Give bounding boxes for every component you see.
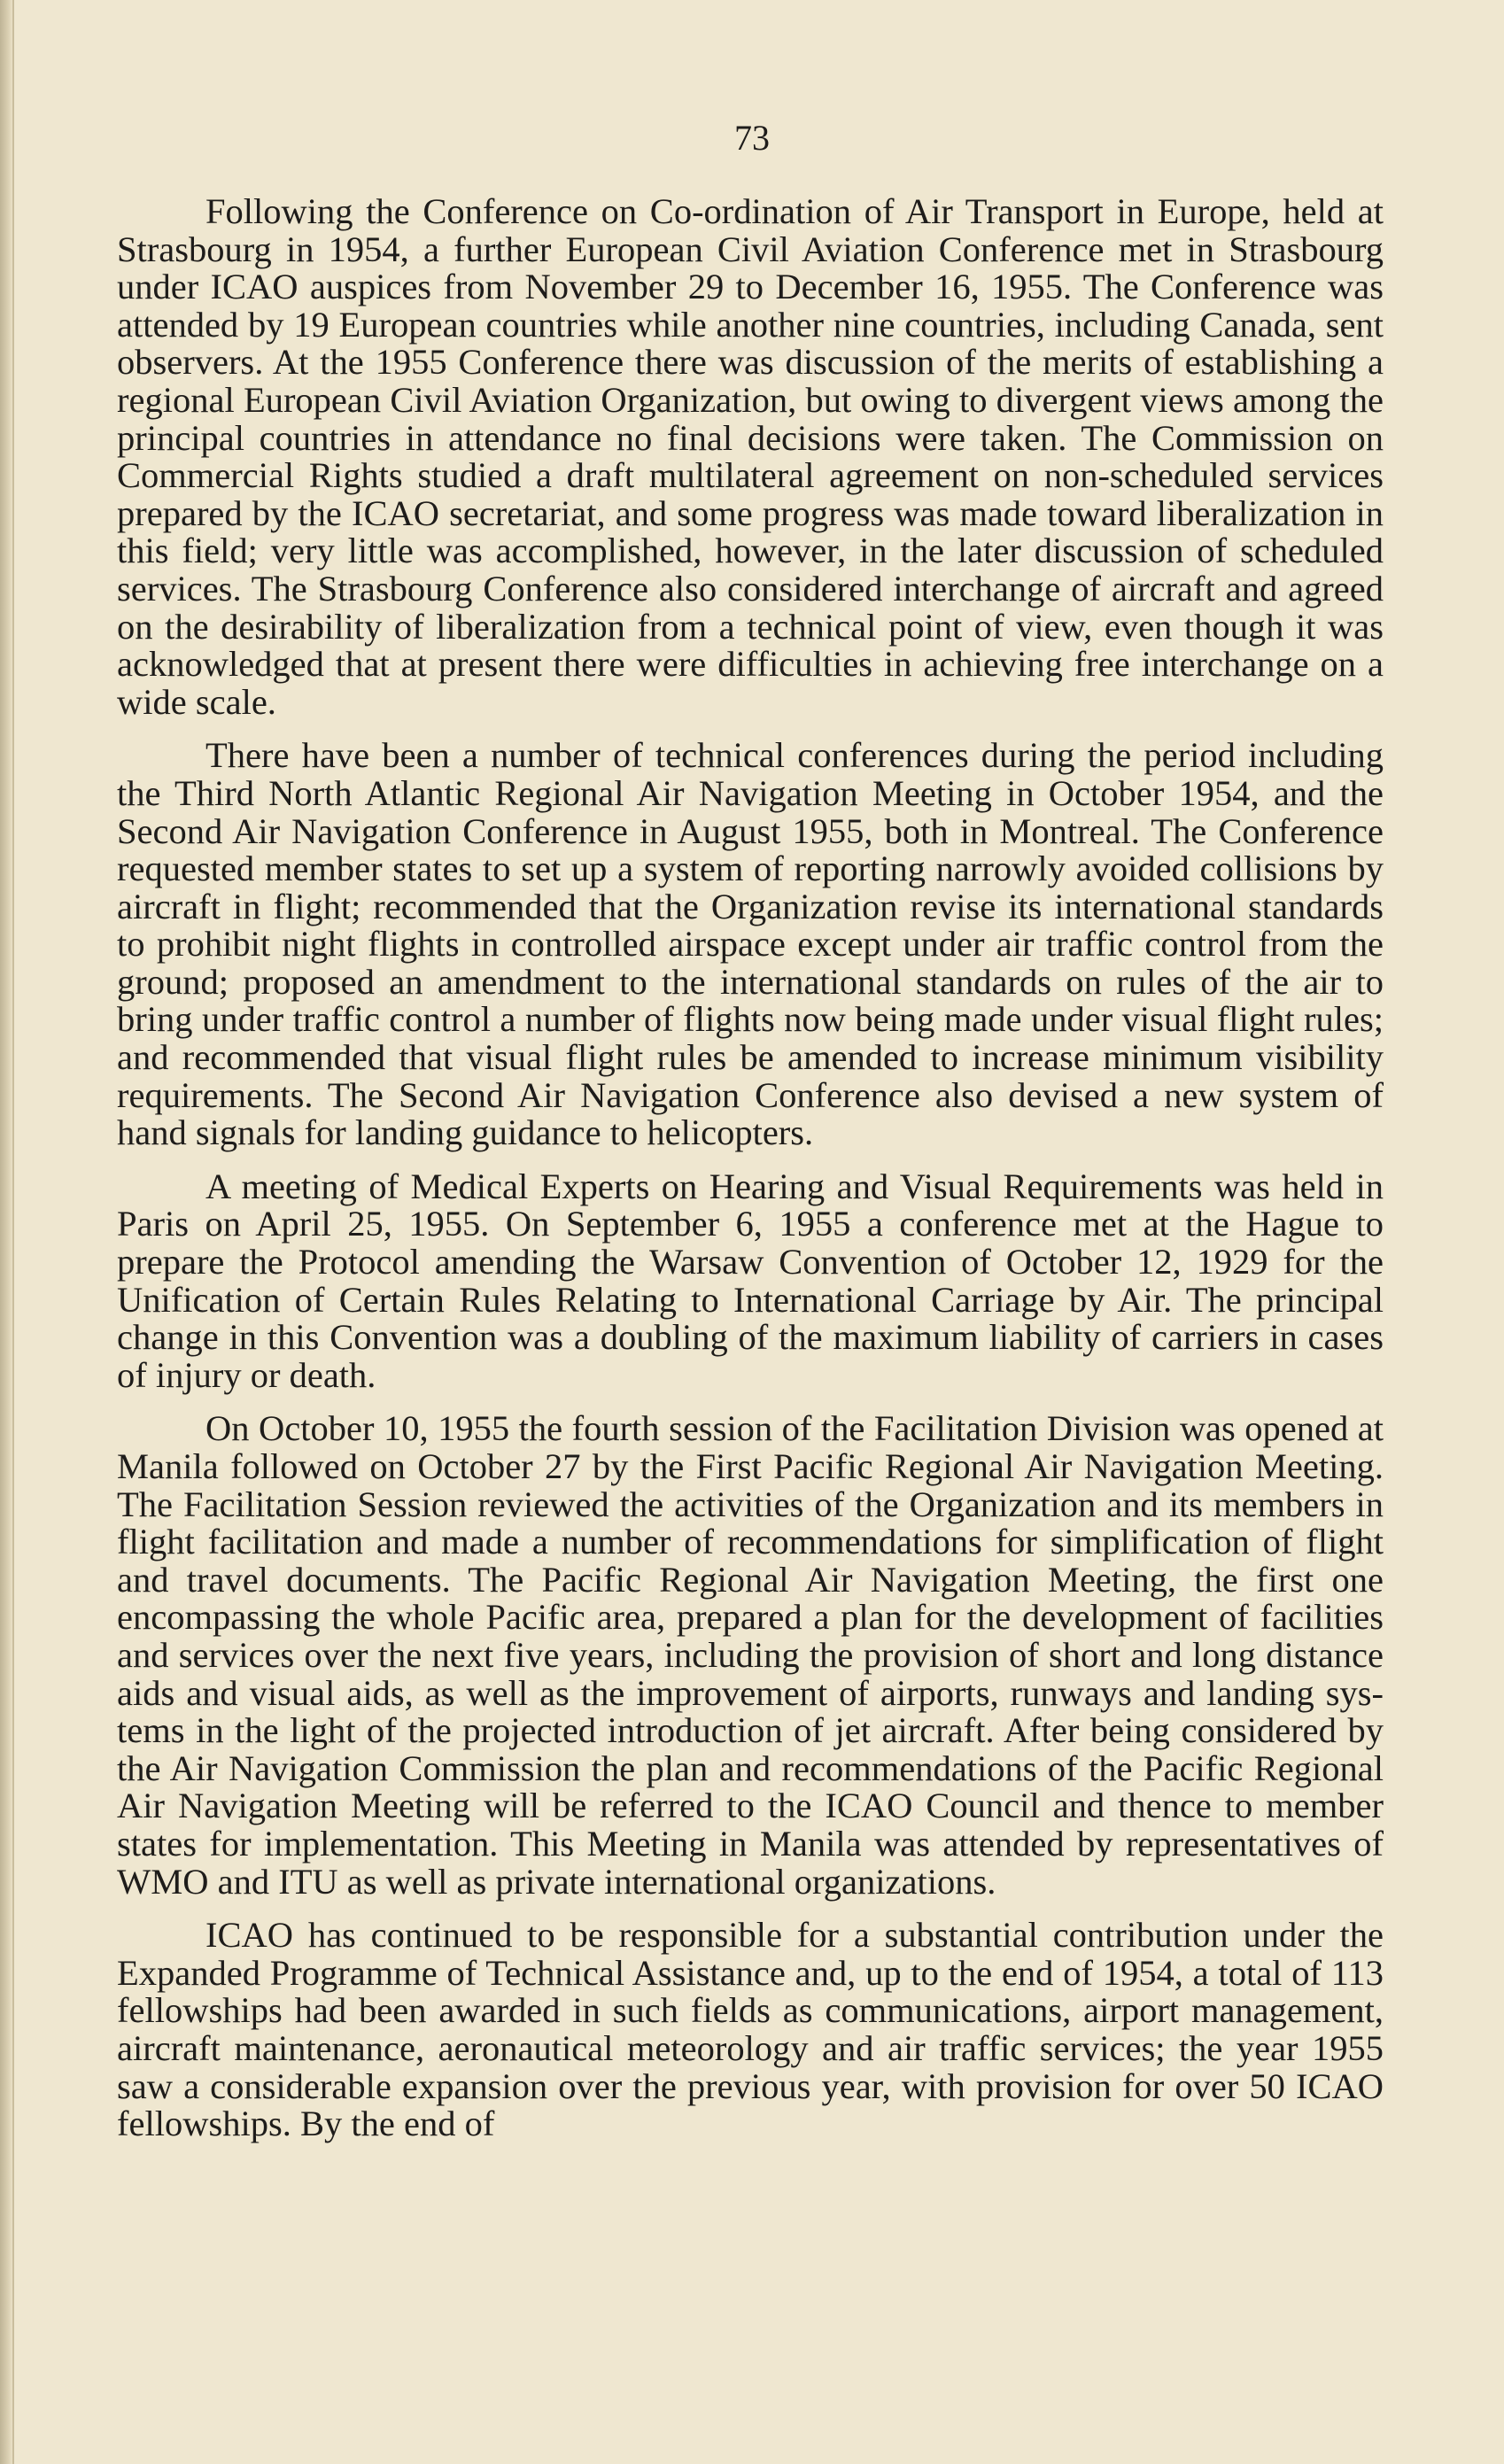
paragraph-technical-conferences: There have been a number of technical conferences during the period including the Third North Atlantic Regional Air Navigation Meeting in October 1954, and the Second Air Navigation Conference in August 1955, both in Montreal. The Conference requested member states to set up a system of reporting narrowly avoided collisions by aircraft in flight; recommended that the Organization revise its international standards to prohibit night flights in controlled airspace except under air traffic control from the ground; proposed an amendment to the international standards on rules of the air to bring under traffic control a number of flights now being made under visual flight rules; and recommended that visual flight rules be amended to increase minimum visibility requirements. The Second Air Navigation Conference also devised a new system of hand signals for landing guidance to helicopters.: [117, 735, 1384, 1153]
paragraph-technical-assistance: ICAO has continued to be responsible for a substantial contribution under the Expanded Programme of Technical Assistance and, up to the end of 1954, a total of 113 fellowships had been awarded in such fields as communications, airport management, aircraft maintenance, aeronautical meteorology and air traffic services; the year 1955 saw a considerable expansion over the previous year, with provision for over 50 ICAO fellowships. By the end of: [117, 1915, 1384, 2144]
page-binding-shadow: [12, 0, 14, 2464]
page-number: 73: [734, 118, 770, 158]
paragraph-facilitation-division-manila: On October 10, 1955 the fourth session of the Facilitation Division was opened at Manila followed on October 27 by the First Pacific Regional Air Navigation Meeting. The Facilitation Session reviewed the activities of the Organization and its members in flight facilitation and made a number of recommendations for simplification of flight and travel documents. The Pacific Regional Air Navigation Meeting, the first one encompassing the whole Pacific area, prepared a plan for the development of facilities and services over the next five years, including the provision of short and long distance aids and visual aids, as well as the improvement of airports, runways and landing systems in the light of the projected introduction of jet aircraft. After being considered by the Air Navigation Commission the plan and recommendations of the Pacific Regional Air Navigation Meeting will be referred to the ICAO Council and thence to member states for implementation. This Meeting in Manila was attended by representatives of WMO and ITU as well as private international organizations.: [117, 1408, 1384, 1902]
page-binding-edge: [0, 0, 12, 2464]
body-text: [117, 193, 1384, 2159]
paragraph-medical-experts-and-hague-protocol: A meeting of Medical Experts on Hearing and Visual Requirements was held in Paris on April 25, 1955. On September 6, 1955 a conference met at the Hague to prepare the Protocol amending the Warsaw Convention of October 12, 1929 for the Unification of Certain Rules Relating to International Carriage by Air. The principal change in this Convention was a doubling of the maximum liability of carriers in cases of injury or death.: [117, 1166, 1384, 1395]
paragraph-european-civil-aviation-conference: Following the Conference on Co-ordination of Air Transport in Europe, held at Strasbourg in 1954, a further European Civil Aviation Conference met in Strasbourg under ICAO auspices from November 29 to December 16, 1955. The Conference was attended by 19 European countries while another nine countries, including Canada, sent observers. At the 1955 Conference there was discussion of the merits of establishing a regional European Civil Aviation Organization, but owing to divergent views among the principal countries in attendance no final decisions were taken. The Commission on Commercial Rights studied a draft multilateral agreement on non-scheduled services prepared by the ICAO secretariat, and some progress was made toward liberalization in this field; very little was accomplished, however, in the later discussion of scheduled services. The Strasbourg Conference also considered interchange of aircraft and agreed on the desirability of liberalization from a technical point of view, even though it was acknowledged that at present there were difficulties in achieving free interchange on a wide scale.: [117, 191, 1384, 722]
